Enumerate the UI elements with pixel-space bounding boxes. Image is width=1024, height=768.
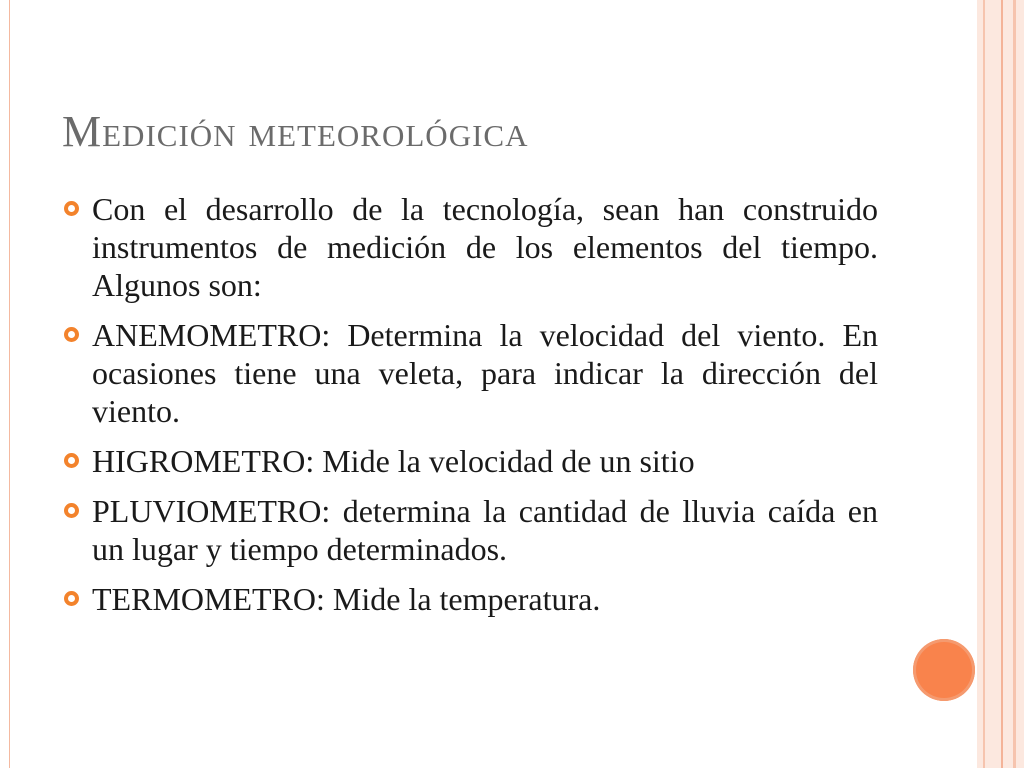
ring-bullet-icon [64,453,79,468]
bullet-text: TERMOMETRO: Mide la temperatura. [92,581,601,617]
bullet-text: PLUVIOMETRO: determina la cantidad de lluvia caída en un lugar y tiempo determinados. [92,493,878,567]
bullet-item [62,580,878,618]
ring-bullet-icon [64,591,79,606]
ring-bullet-icon [64,503,79,518]
ring-bullet-icon [64,201,79,216]
right-frame-stripes [977,0,1024,768]
bullet-text: ANEMOMETRO: Determina la velocidad del viento. En ocasiones tiene una veleta, para indicar la dirección del viento. [92,317,878,429]
bullet-item [62,316,878,430]
slide-title: Medición meteorológica [62,107,529,156]
bullet-item [62,442,878,480]
bullet-item [62,492,878,568]
bullet-text: Con el desarrollo de la tecnología, sean han construido instrumentos de medición de los elementos del tiempo. Algunos son: [92,191,878,303]
left-frame-line [9,0,10,768]
accent-circle-icon [913,639,975,701]
bullet-text: HIGROMETRO: Mide la velocidad de un sitio [92,443,695,479]
bullet-item [62,190,878,304]
bullet-list [62,190,878,630]
ring-bullet-icon [64,327,79,342]
